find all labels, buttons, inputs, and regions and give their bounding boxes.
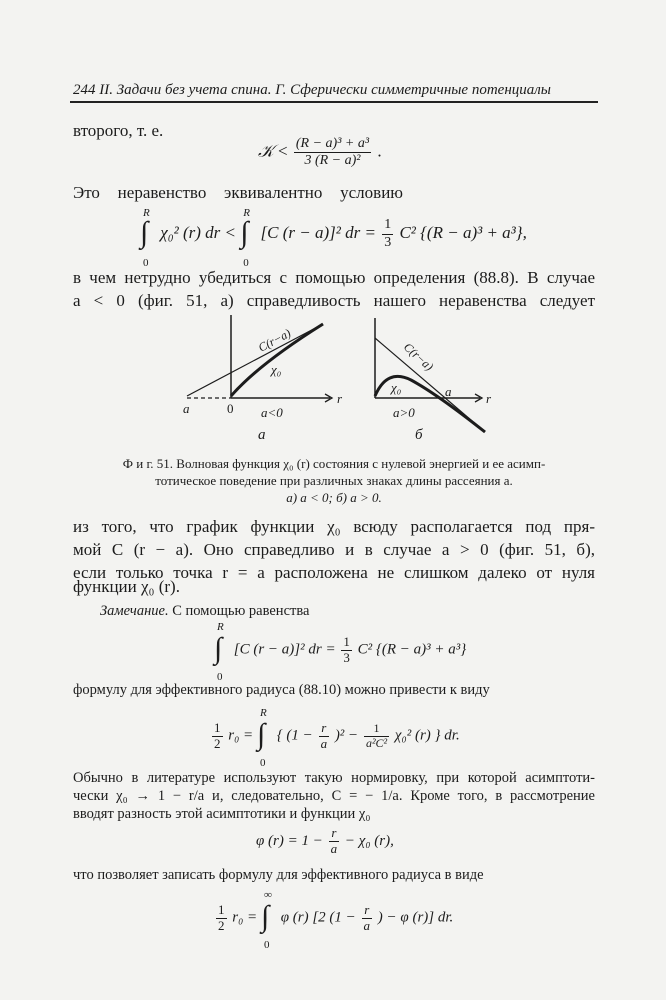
equation-4	[210, 707, 460, 769]
panel-a-chi0-label: χ₀	[271, 362, 282, 377]
eq4-inner-end: χ₀² (r) } dr.	[394, 727, 460, 744]
panel-b-condition: a>0	[393, 405, 415, 420]
eq6-half: $\frac{1}{2}$	[218, 901, 225, 933]
header-rule	[70, 101, 598, 103]
panel-a-asymptote-label: C(r−a)	[255, 325, 294, 355]
eq1-rel: <	[278, 141, 288, 161]
caption-line-2: тотическое поведение при различных знаках длины рассеяния a.	[155, 473, 513, 488]
eq1-end: .	[377, 141, 382, 161]
paragraph-6-line-1: Обычно в литературе используют такую нормировку, при которой асимптоти-	[73, 770, 595, 786]
paragraph-4-line-2: мой C (r − a). Оно справедливо и в случае a > 0 (фиг. 51, б),	[73, 540, 595, 559]
paragraph-1: второго, т. е.	[73, 121, 164, 140]
running-head: 244 II. Задачи без учета спина. Г. Сферически симметричные потенциалы	[73, 82, 551, 98]
equation-5	[256, 826, 394, 857]
paragraph-7: что позволяет записать формулу для эффективного радиуса в виде	[73, 867, 484, 883]
remark-text: С помощью равенства	[168, 603, 310, 619]
eq6-lhs-var: r₀ =	[232, 909, 258, 926]
eq1-denominator: 3 (R − a)²	[304, 153, 361, 169]
caption-line-1: Ф и г. 51. Волновая функция χ₀ (r) состояния с нулевой энергией и ее асимп-	[122, 456, 546, 471]
equation-2	[140, 207, 527, 269]
caption-line-3: а) a < 0; б) a > 0.	[286, 490, 382, 505]
remark-label: Замечание.	[100, 603, 169, 619]
eq6-part2: ) − φ (r)] dr.	[377, 909, 454, 926]
remark	[100, 602, 309, 621]
paragraph-4-line-3: если только точка r = a расположена не слишком далеко от нуля	[73, 563, 595, 582]
equation-3	[214, 621, 467, 683]
eq4-lhs-var: r₀ =	[228, 727, 254, 744]
eq3-part2: C² {(R − a)³ + a³}	[357, 641, 467, 658]
panel-b-chi0-label: χ₀	[391, 380, 402, 395]
eq1-fraction	[294, 136, 371, 169]
eq2-part2: [C (r − a)]² dr =	[260, 222, 376, 242]
paragraph-4-line-4: функции χ₀ (r).	[73, 577, 180, 596]
integral-sign: R ∫ 0	[256, 707, 267, 769]
eq6-part1: φ (r) [2 (1 −	[280, 909, 356, 926]
eq4-c-fraction: $\frac{1}{\text{a²C²}}$	[365, 720, 388, 750]
equation-1	[258, 136, 382, 169]
eq5-rhs: − χ₀ (r),	[344, 832, 394, 849]
figure-caption	[73, 455, 595, 506]
eq4-inner-open: { (1 −	[276, 727, 313, 744]
paragraph-3-line-1: в чем нетрудно убедиться с помощью определения (88.8). В случае	[73, 268, 595, 287]
eq4-r-over-a: $\frac{r}{a}$	[320, 719, 328, 751]
eq5-lhs: φ (r) = 1 −	[256, 832, 323, 849]
paragraph-5: формулу для эффективного радиуса (88.10) можно привести к виду	[73, 682, 490, 698]
paragraph-2: Это неравенство эквивалентно условию	[73, 183, 403, 202]
eq2-part1: χ₀² (r) dr <	[160, 222, 237, 242]
panel-a-letter: a	[258, 427, 266, 443]
paragraph-3-line-2: a < 0 (фиг. 51, a) справедливость нашего неравенства следует	[73, 291, 595, 310]
eq4-inner-mid: )² −	[334, 727, 359, 744]
panel-b-r-label: r	[486, 391, 492, 406]
eq5-fraction: $\frac{r}{a}$	[330, 825, 338, 856]
paragraph-6-line-2: чески χ₀ → 1 − r/a и, следовательно, C = − 1/a. Кроме того, в рассмотрение	[73, 788, 595, 804]
panel-b-asymptote-label: C(r−a)	[400, 339, 437, 374]
panel-b-point-a: a	[445, 384, 452, 399]
panel-a-point-a: a	[183, 401, 190, 416]
eq2-part3: C² {(R − a)³ + a³},	[399, 222, 527, 242]
integral-sign: ∞ ∫ 0	[260, 889, 272, 951]
panel-b	[375, 318, 485, 432]
figure-51	[175, 310, 505, 445]
eq4-half: $\frac{1}{2}$	[214, 719, 221, 751]
eq1-lhs: 𝒦	[258, 141, 274, 161]
integral-sign: R ∫ 0	[240, 207, 250, 269]
panel-b-letter: б	[415, 427, 423, 443]
panel-a	[187, 315, 332, 402]
eq1-numerator: (R − a)³ + a³	[294, 136, 371, 153]
integral-sign: R ∫ 0	[214, 621, 224, 683]
eq6-r-over-a: $\frac{r}{a}$	[363, 901, 371, 933]
panel-a-condition: a<0	[261, 405, 283, 420]
eq3-part1: [C (r − a)]² dr =	[233, 641, 336, 658]
eq2-fraction: $\frac{1}{3}$	[384, 217, 392, 250]
panel-a-r-label: r	[337, 391, 343, 406]
panel-a-origin: 0	[227, 401, 234, 416]
paragraph-6-line-3: вводят разность этой асимптотики и функции χ₀	[73, 806, 371, 822]
equation-6	[214, 889, 454, 951]
paragraph-4-line-1: из того, что график функции χ₀ всюду располагается под пря-	[73, 517, 595, 536]
integral-sign: R ∫ 0	[140, 207, 150, 269]
panel-a-asymptote-line	[187, 324, 323, 396]
eq3-fraction: $\frac{1}{3}$	[343, 633, 350, 665]
